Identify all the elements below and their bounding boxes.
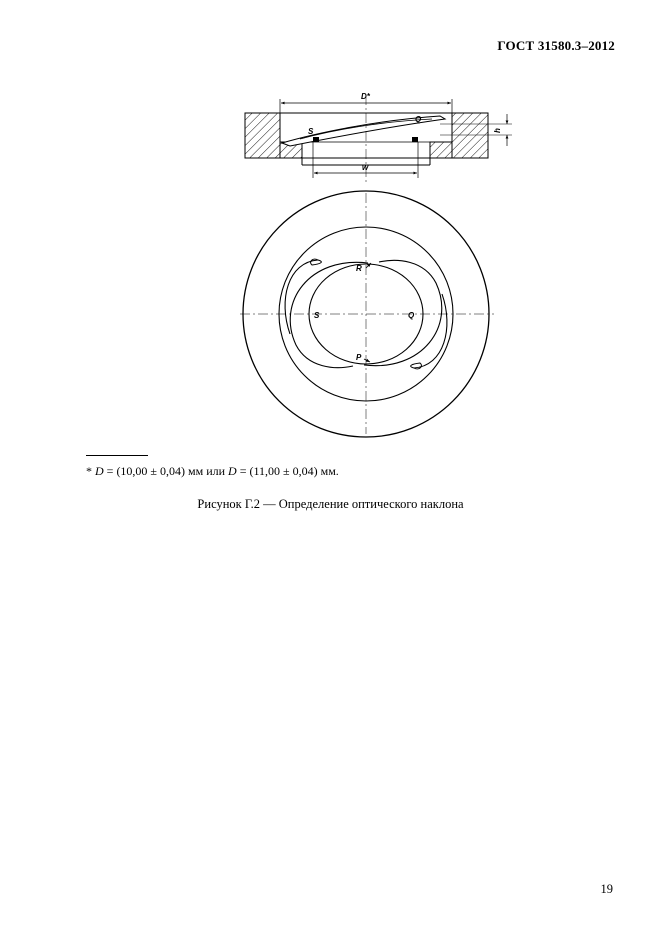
label-p: P xyxy=(356,353,362,362)
label-r: R xyxy=(356,264,362,273)
figure-drawing xyxy=(0,0,661,460)
page-number: 19 xyxy=(600,882,613,896)
footnote-text-1: = (10,00 ± 0,04) мм или xyxy=(103,464,229,478)
footnote-d1: D xyxy=(95,464,104,478)
footnote-divider xyxy=(86,455,148,456)
label-w: w xyxy=(362,163,369,172)
label-d-star: D* xyxy=(361,92,370,101)
footnote-marker: * xyxy=(86,464,95,478)
label-q: Q xyxy=(408,311,415,320)
label-s: S xyxy=(314,311,320,320)
label-s-top: S xyxy=(308,127,314,136)
cross-section xyxy=(245,95,512,182)
document-header: ГОСТ 31580.3–2012 xyxy=(497,38,615,53)
plan-view xyxy=(240,191,494,437)
label-h: h xyxy=(493,128,502,133)
label-q-top: Q xyxy=(415,115,422,124)
figure-optical-tilt xyxy=(0,0,661,460)
footnote xyxy=(86,464,339,479)
footnote-text-2: = (11,00 ± 0,04) мм. xyxy=(236,464,339,478)
footnote-d2: D xyxy=(228,464,237,478)
figure-caption: Рисунок Г.2 — Определение оптического наклона xyxy=(197,497,464,511)
